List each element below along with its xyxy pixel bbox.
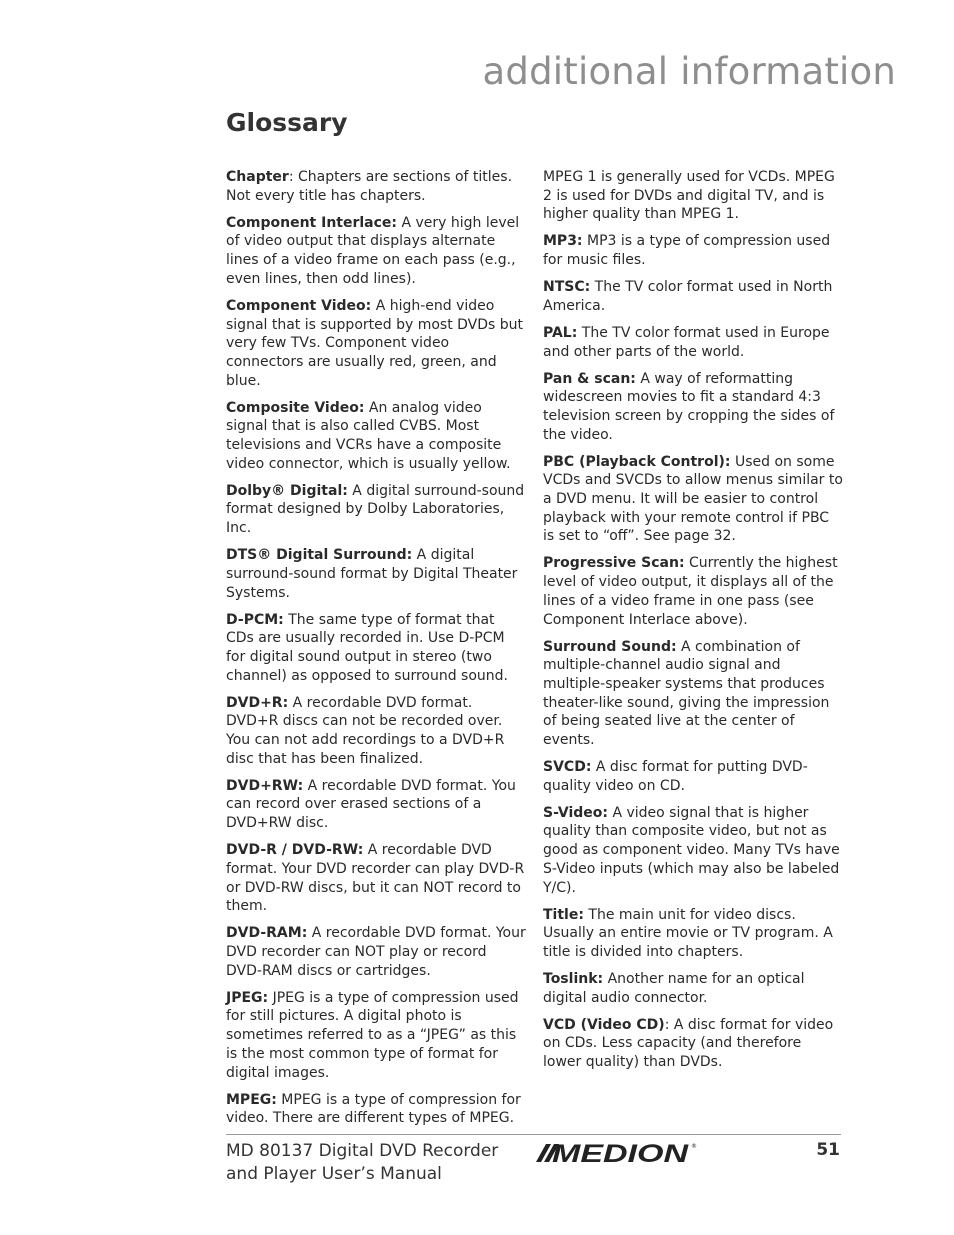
glossary-entry xyxy=(543,278,843,315)
glossary-definition: A recordable DVD format. DVD+R discs can not be recorded over. You can not add recordings to a DVD+R disc that has been finalized. xyxy=(226,694,505,767)
glossary-entry xyxy=(543,168,843,224)
glossary-term: Chapter xyxy=(226,169,289,185)
glossary-term: Title: xyxy=(543,906,584,923)
glossary-definition: MPEG is a type of compression for video. There are different types of MPEG. xyxy=(226,1091,521,1127)
page-number: 51 xyxy=(816,1140,840,1160)
glossary-entry xyxy=(226,546,526,602)
glossary-entry xyxy=(543,804,843,898)
glossary-definition: The TV color format used in Europe and other parts of the world. xyxy=(543,324,830,360)
glossary-definition: A disc format for putting DVD-quality video on CD. xyxy=(543,759,808,794)
glossary-term: JPEG: xyxy=(226,989,269,1006)
glossary-entry xyxy=(226,611,526,686)
glossary-entry xyxy=(226,214,526,289)
glossary-entry xyxy=(543,906,843,962)
glossary-definition: A very high level of video output that displays alternate lines of a video frame on each pass (e.g., even lines, then odd lines). xyxy=(226,214,520,287)
glossary-column-left xyxy=(226,168,526,1136)
glossary-term: Pan & scan: xyxy=(543,370,636,387)
glossary-definition: : Chapters are sections of titles. Not every title has chapters. xyxy=(226,169,513,204)
glossary-definition: Currently the highest level of video output, it displays all of the lines of a video frame in one pass (see Component Interlace above). xyxy=(543,555,838,628)
glossary-term: DVD-RAM: xyxy=(226,925,308,942)
glossary-definition: A recordable DVD format. You can record over erased sections of a DVD+RW disc. xyxy=(226,777,516,832)
glossary-term: Dolby® Digital: xyxy=(226,482,348,499)
glossary-definition: A high-end video signal that is supported by most DVDs but very few TVs. Component video connectors are usually red, green, and blue. xyxy=(226,297,524,389)
glossary-definition: A combination of multiple-channel audio signal and multiple-speaker systems that produces theater-like sound, giving the impression of being seated live at the center of events. xyxy=(543,638,830,749)
glossary-definition: A digital surround-sound format designed by Dolby Laboratories, Inc. xyxy=(226,482,525,537)
glossary-term: DVD+RW: xyxy=(226,777,304,794)
glossary-entry xyxy=(226,777,526,833)
glossary-term: D-PCM: xyxy=(226,611,284,628)
glossary-term: DVD-R / DVD-RW: xyxy=(226,842,364,859)
glossary-entry xyxy=(226,482,526,538)
glossary-term: VCD (Video CD) xyxy=(543,1016,665,1033)
glossary-term: DVD+R: xyxy=(226,694,289,711)
glossary-column-right xyxy=(543,168,843,1080)
glossary-entry xyxy=(543,554,843,629)
glossary-definition: MPEG 1 is generally used for VCDs. MPEG 2 is used for DVDs and digital TV, and is higher quality than MPEG 1. xyxy=(543,169,835,223)
medion-logo xyxy=(534,1140,700,1166)
glossary-entry xyxy=(226,841,526,916)
glossary-term: Progressive Scan: xyxy=(543,555,685,572)
glossary-definition: Another name for an optical digital audio connector. xyxy=(543,970,805,1006)
glossary-entry xyxy=(543,453,843,547)
glossary-entry xyxy=(543,970,843,1007)
glossary-term: MPEG: xyxy=(226,1091,277,1108)
glossary-entry xyxy=(226,168,526,205)
glossary-term: PAL: xyxy=(543,324,578,341)
glossary-definition: The same type of format that CDs are usually recorded in. Use D-PCM for digital sound output in stereo (two channel) as opposed to surround sound. xyxy=(226,611,509,684)
glossary-term: Toslink: xyxy=(543,970,604,987)
glossary-definition: A digital surround-sound format by Digital Theater Systems. xyxy=(226,547,518,601)
glossary-entry xyxy=(226,694,526,769)
glossary-term: Surround Sound: xyxy=(543,638,677,655)
glossary-definition: : A disc format for video on CDs. Less capacity (and therefore lower quality) than DVDs. xyxy=(543,1016,834,1071)
glossary-entry xyxy=(543,324,843,361)
glossary-definition: Used on some VCDs and SVCDs to allow menus similar to a DVD menu. It will be easier to control playback with your remote control if PBC is set to “off”. See page 32. xyxy=(543,453,843,545)
glossary-entry xyxy=(226,1091,526,1128)
glossary-term: Component Interlace: xyxy=(226,214,398,231)
glossary-entry xyxy=(226,297,526,391)
glossary-entry xyxy=(543,638,843,750)
page-heading: Glossary xyxy=(226,108,348,137)
glossary-entry xyxy=(543,232,843,269)
section-title: additional information xyxy=(482,50,896,93)
manual-title-line-2: and Player User’s Manual xyxy=(226,1163,442,1184)
glossary-term: NTSC: xyxy=(543,279,591,296)
footer-divider xyxy=(226,1134,841,1135)
glossary-definition: A recordable DVD format. Your DVD recorder can NOT play or record DVD-RAM discs or cartridges. xyxy=(226,925,526,979)
glossary-term: S-Video: xyxy=(543,804,608,821)
glossary-entry xyxy=(543,1016,843,1072)
svg-text:MEDION: MEDION xyxy=(552,1140,690,1166)
glossary-definition: JPEG is a type of compression used for still pictures. A digital photo is sometimes referred to as a “JPEG” as this is the most common type of format for digital images. xyxy=(226,989,519,1081)
glossary-definition: A recordable DVD format. Your DVD recorder can play DVD-R or DVD-RW discs, but it can NOT record to them. xyxy=(226,842,525,915)
glossary-term: PBC (Playback Control): xyxy=(543,453,731,470)
manual-title xyxy=(226,1140,526,1185)
glossary-entry xyxy=(226,924,526,980)
glossary-definition: A video signal that is higher quality than composite video, but not as good as component video. Many TVs have S-Video inputs (which may also be labeled Y/C). xyxy=(543,804,840,896)
glossary-entry xyxy=(226,989,526,1083)
glossary-definition: An analog video signal that is also called CVBS. Most televisions and VCRs have a composite video connector, which is usually yellow. xyxy=(226,399,511,472)
glossary-entry xyxy=(543,370,843,445)
glossary-term: Component Video: xyxy=(226,297,372,314)
glossary-term: DTS® Digital Surround: xyxy=(226,547,413,564)
glossary-term: SVCD: xyxy=(543,759,592,776)
glossary-definition: MP3 is a type of compression used for music files. xyxy=(543,233,831,269)
glossary-definition: A way of reformatting widescreen movies to fit a standard 4:3 television screen by cropping the sides of the video. xyxy=(543,370,835,443)
glossary-entry xyxy=(543,758,843,795)
glossary-term: Composite Video: xyxy=(226,399,365,416)
glossary-definition: The main unit for video discs. Usually an entire movie or TV program. A title is divided into chapters. xyxy=(543,906,833,960)
glossary-entry xyxy=(226,399,526,474)
manual-title-line-1: MD 80137 Digital DVD Recorder xyxy=(226,1141,499,1161)
glossary-definition: The TV color format used in North America. xyxy=(543,279,833,314)
svg-text:®: ® xyxy=(691,1143,697,1150)
glossary-term: MP3: xyxy=(543,233,583,250)
